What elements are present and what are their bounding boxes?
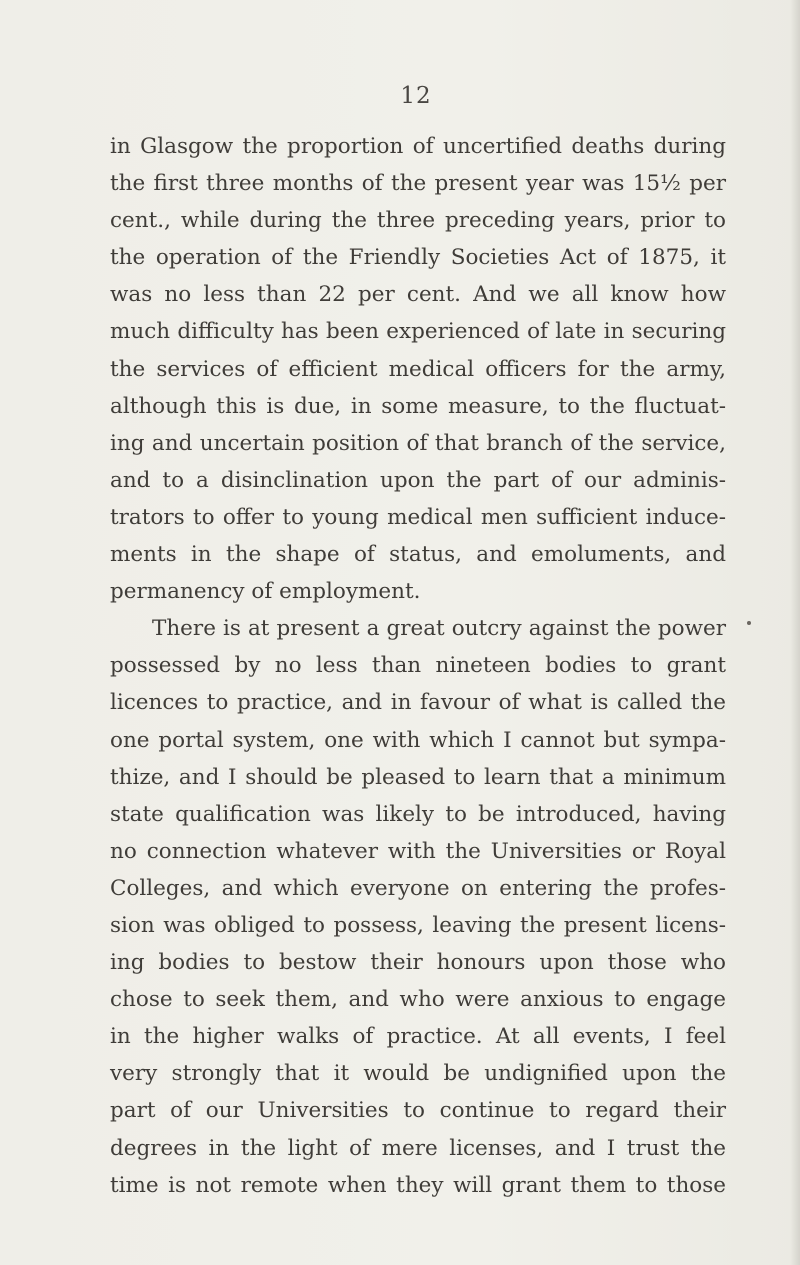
text-line: although this is due, in some measure, to the fluctuat- [110,393,726,419]
text-line: ing and uncertain position of that branch of the service, [110,430,726,456]
text-line: no connection whatever with the Universities or Royal [110,838,726,864]
ink-speck [747,621,751,625]
text-line: and to a disinclination upon the part of our adminis- [110,467,726,493]
text-line: cent., while during the three preceding years, prior to [110,208,726,234]
body-text [110,128,726,1204]
text-line: degrees in the light of mere licenses, and I trust the [110,1135,726,1161]
page-number: 12 [400,83,432,109]
text-line: state qualification was likely to be introduced, having [110,801,726,827]
text-line: ing bodies to bestow their honours upon those who [110,950,726,976]
text-line: trators to offer to young medical men sufficient induce- [110,504,726,530]
text-line: the services of efficient medical officers for the army, [110,356,726,382]
text-line: part of our Universities to continue to regard their [110,1098,726,1124]
text-line: very strongly that it would be undignified upon the [110,1061,726,1087]
text-line: one portal system, one with which I cannot but sympa- [110,727,726,753]
text-line: was no less than 22 per cent. And we all know how [110,282,726,308]
paragraph-start-line: There is at present a great outcry against the power [152,616,726,642]
text-line: the operation of the Friendly Societies Act of 1875, it [110,245,726,271]
text-line: Colleges, and which everyone on entering the profes- [110,875,726,901]
text-line: licences to practice, and in favour of what is called the [110,690,726,716]
text-line: possessed by no less than nineteen bodies to grant [110,653,726,679]
text-line: time is not remote when they will grant them to those [110,1172,726,1198]
page-edge-shadow [790,0,800,1265]
text-line: thize, and I should be pleased to learn that a minimum [110,764,726,790]
text-line: sion was obliged to possess, leaving the present licens- [110,912,726,938]
paragraph-end-line: permanency of employment. [110,579,421,605]
text-line: the first three months of the present year was 15½ per [110,171,726,197]
text-line: in Glasgow the proportion of uncertified deaths during [110,134,726,159]
text-line: in the higher walks of practice. At all events, I feel [110,1024,726,1050]
text-line: ments in the shape of status, and emoluments, and [110,542,726,568]
text-line: much difficulty has been experienced of late in securing [110,319,726,345]
text-line: chose to seek them, and who were anxious to engage [110,987,726,1013]
